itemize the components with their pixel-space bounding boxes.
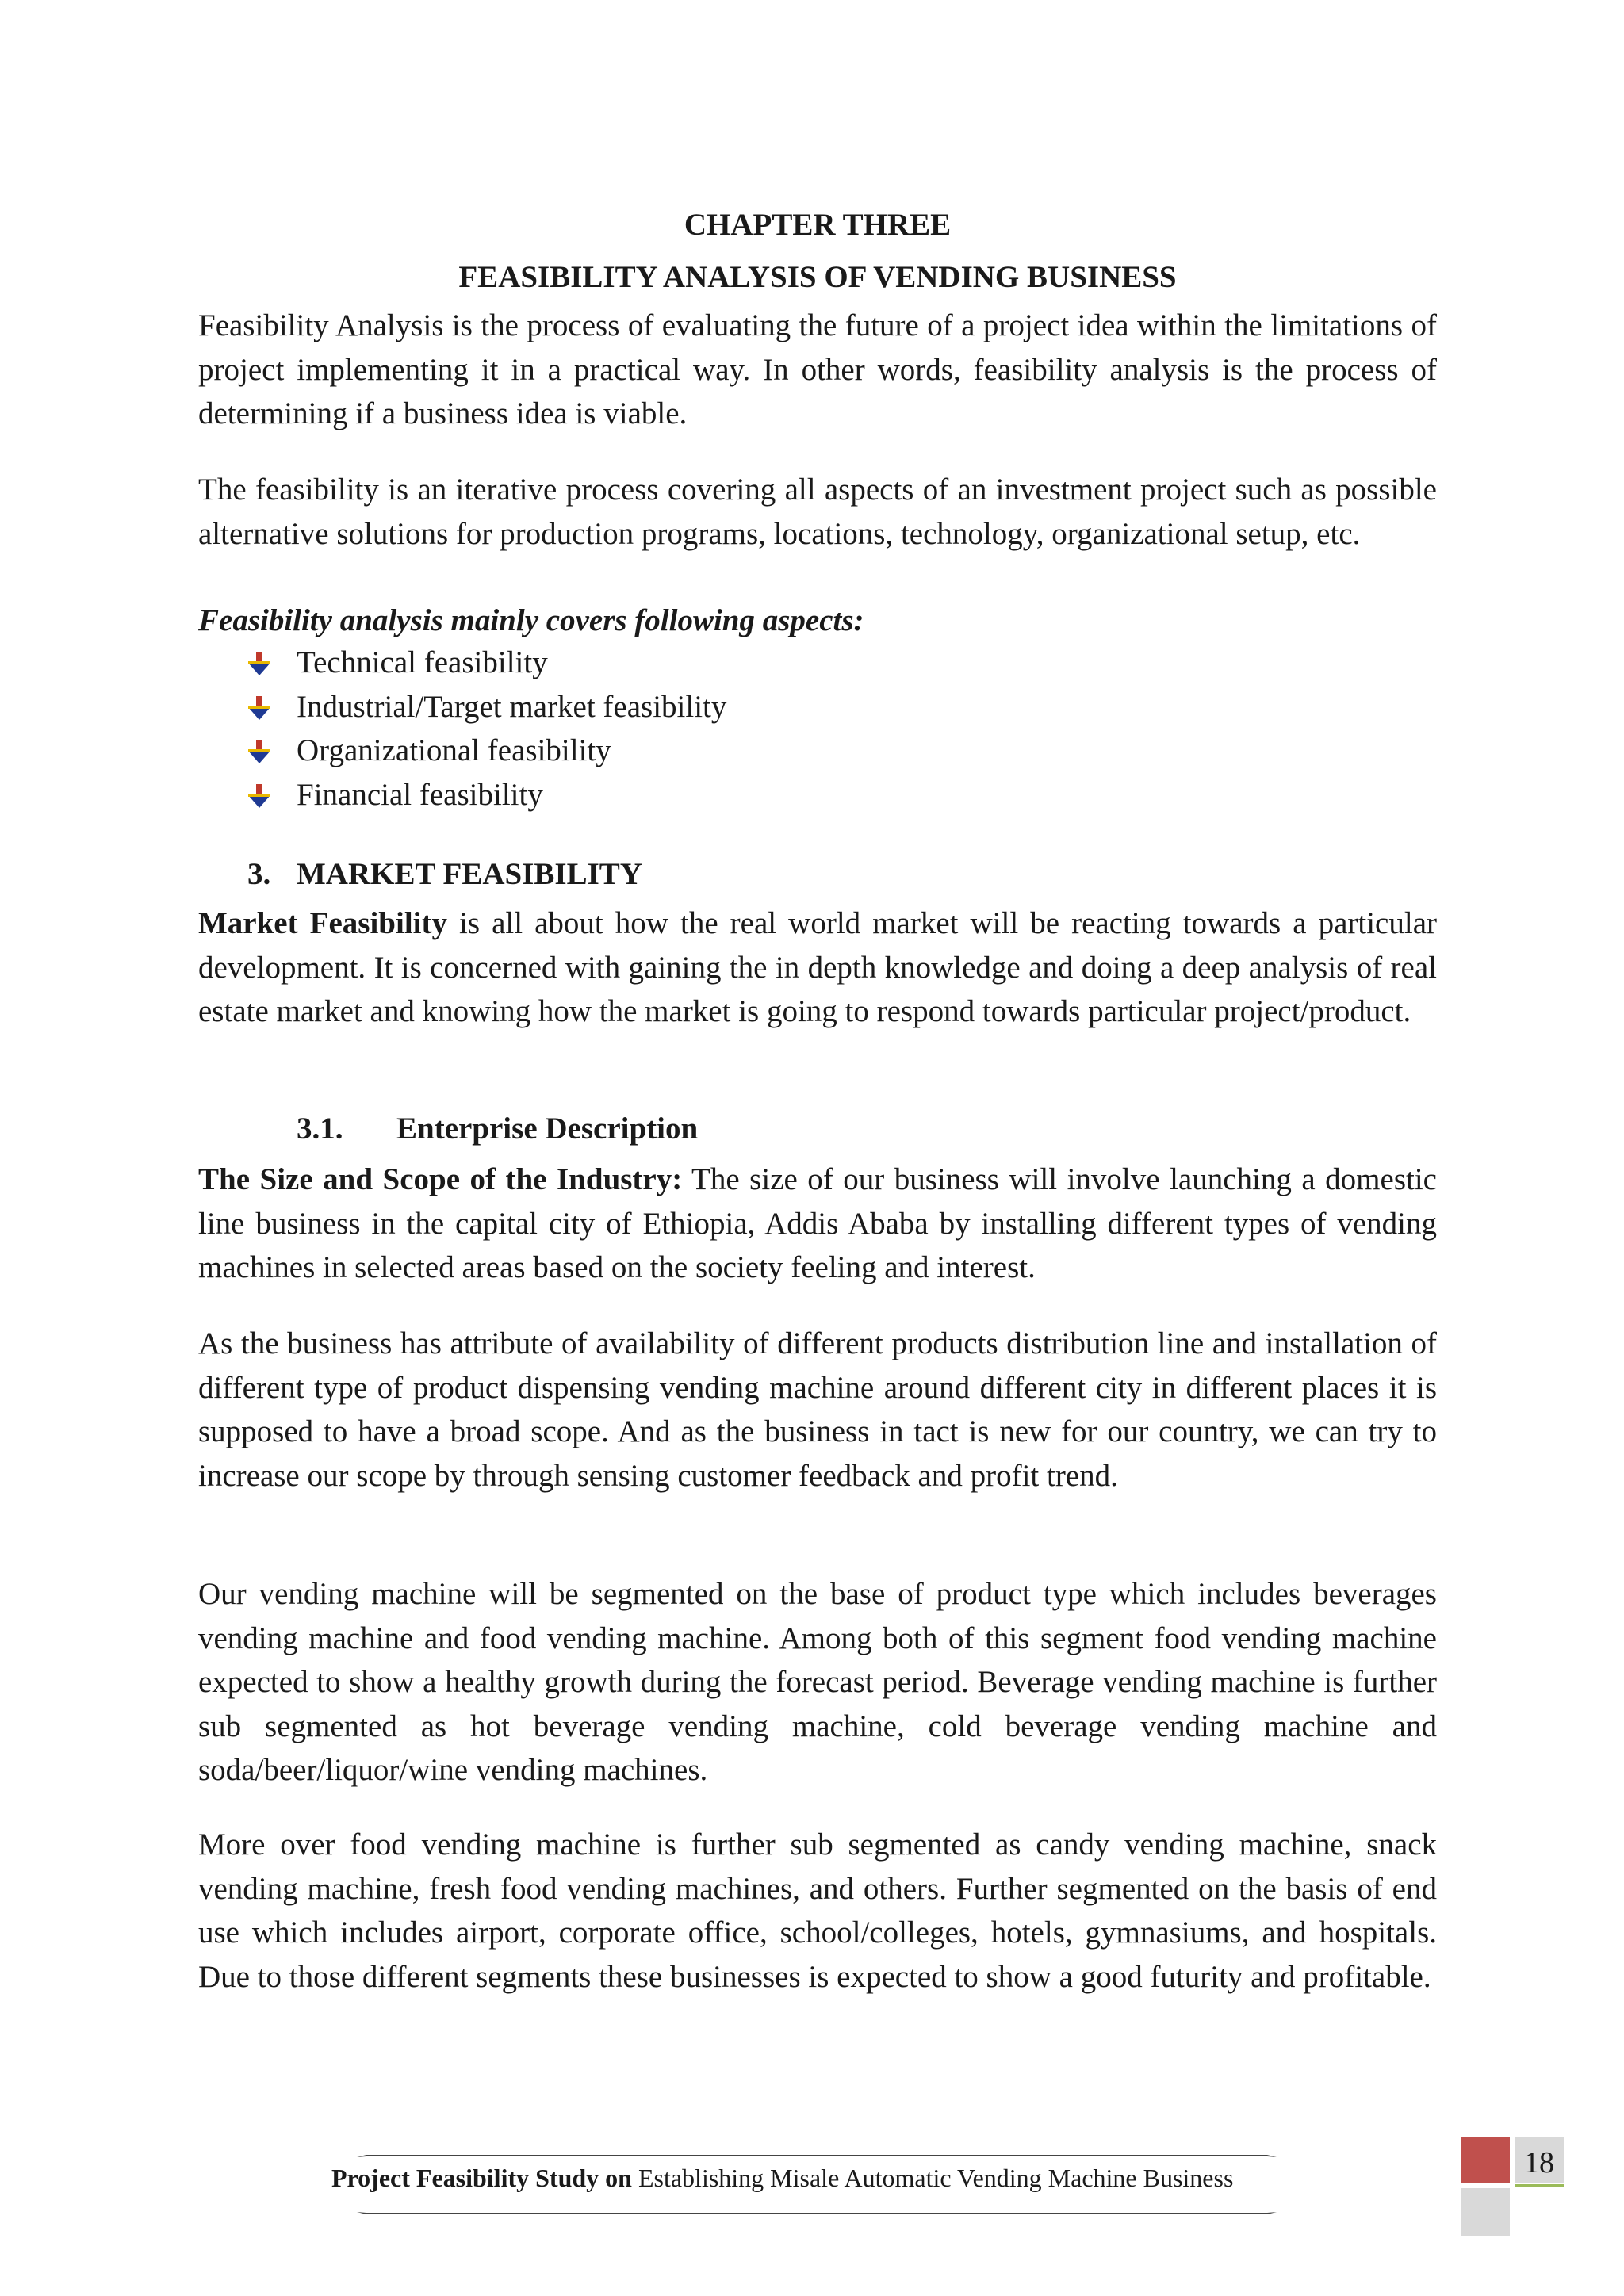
section-3-number: 3. <box>247 857 271 891</box>
footer-title-bold: Project Feasibility Study on <box>331 2164 632 2192</box>
page-number: 18 <box>1524 2146 1554 2179</box>
aspect-label: Technical feasibility <box>297 645 548 679</box>
decor-square-red <box>1461 2137 1510 2183</box>
intro-paragraph-1: Feasibility Analysis is the process of evaluating the future of a project idea within the limitations of project implementing it in a practical way. In other words, feasibility analysis is the process of determining if a business idea is viable. <box>198 308 1437 430</box>
scope-paragraph: As the business has attribute of availability of different products distribution line and installation of different type of product dispensing vending machine around different city in different places it is supposed to have a broad scope. And as the business in tact is new for our country, we can try to increase our scope by through sensing customer feedback and profit trend. <box>198 1326 1437 1493</box>
aspect-label: Financial feasibility <box>297 777 543 812</box>
footer-top-rule <box>357 2154 1277 2158</box>
footer-title <box>331 2164 1233 2193</box>
list-item <box>246 729 726 773</box>
footer-title-text: Establishing Misale Automatic Vending Machine Business <box>631 2164 1234 2192</box>
arrow-down-bullet-icon <box>246 650 273 677</box>
list-item <box>246 685 726 729</box>
section-3-title: MARKET FEASIBILITY <box>297 857 642 891</box>
section-3-1-title: Enterprise Description <box>396 1112 699 1146</box>
food-segmentation-paragraph: More over food vending machine is further sub segmented as candy vending machine, snack vending machine, fresh food vending machines, and others. Further segmented on the basis of end use which includes airport, corporate office, school/colleges, hotels, gymnasiums, and hospitals. Due to those different segments these businesses is expected to show a good futurity and profitable. <box>198 1827 1437 1994</box>
size-scope-text: The size of our business will involve launching a domestic line business in the capital city of Ethiopia, Addis Ababa by installing different types of vending machines in selected areas based on the society feeling and interest. <box>198 1162 1437 1284</box>
intro-paragraph-2: The feasibility is an iterative process covering all aspects of an investment project such as possible alternative solutions for production programs, locations, technology, organizational setup, etc. <box>198 473 1437 551</box>
decor-green-line <box>1515 2184 1564 2187</box>
chapter-title: CHAPTER THREE <box>684 208 952 242</box>
segmentation-paragraph: Our vending machine will be segmented on the base of product type which includes beverages vending machine and food vending machine. Among both of this segment food vending machine expected to show a healthy growth during the forecast period. Beverage vending machine is further sub segmented as hot beverage vending machine, cold beverage vending machine and soda/beer/liquor/wine vending machines. <box>198 1577 1437 1787</box>
size-scope-paragraph <box>198 1158 1437 1290</box>
size-scope-term: The Size and Scope of the Industry: <box>198 1162 683 1196</box>
arrow-down-bullet-icon <box>246 783 273 809</box>
arrow-down-bullet-icon <box>246 695 273 721</box>
list-item <box>246 641 726 685</box>
list-item <box>246 773 726 817</box>
section-3-1-number: 3.1. <box>297 1112 343 1146</box>
arrow-down-bullet-icon <box>246 738 273 765</box>
aspects-list <box>246 641 726 817</box>
aspects-lead: Feasibility analysis mainly covers following aspects: <box>198 603 864 637</box>
market-feasibility-term: Market Feasibility <box>198 906 447 940</box>
market-feasibility-paragraph <box>198 901 1437 1034</box>
market-feasibility-text: is all about how the real world market will be reacting towards a particular development. It is concerned with gaining the in depth knowledge and doing a deep analysis of real estate market and knowing how the market is going to respond towards particular project/product. <box>198 906 1437 1028</box>
decor-square-gray-bottom <box>1461 2188 1510 2236</box>
aspect-label: Industrial/Target market feasibility <box>297 689 727 724</box>
aspect-label: Organizational feasibility <box>297 733 611 767</box>
footer-bottom-rule <box>357 2211 1277 2215</box>
chapter-subtitle: FEASIBILITY ANALYSIS OF VENDING BUSINESS <box>458 260 1177 294</box>
